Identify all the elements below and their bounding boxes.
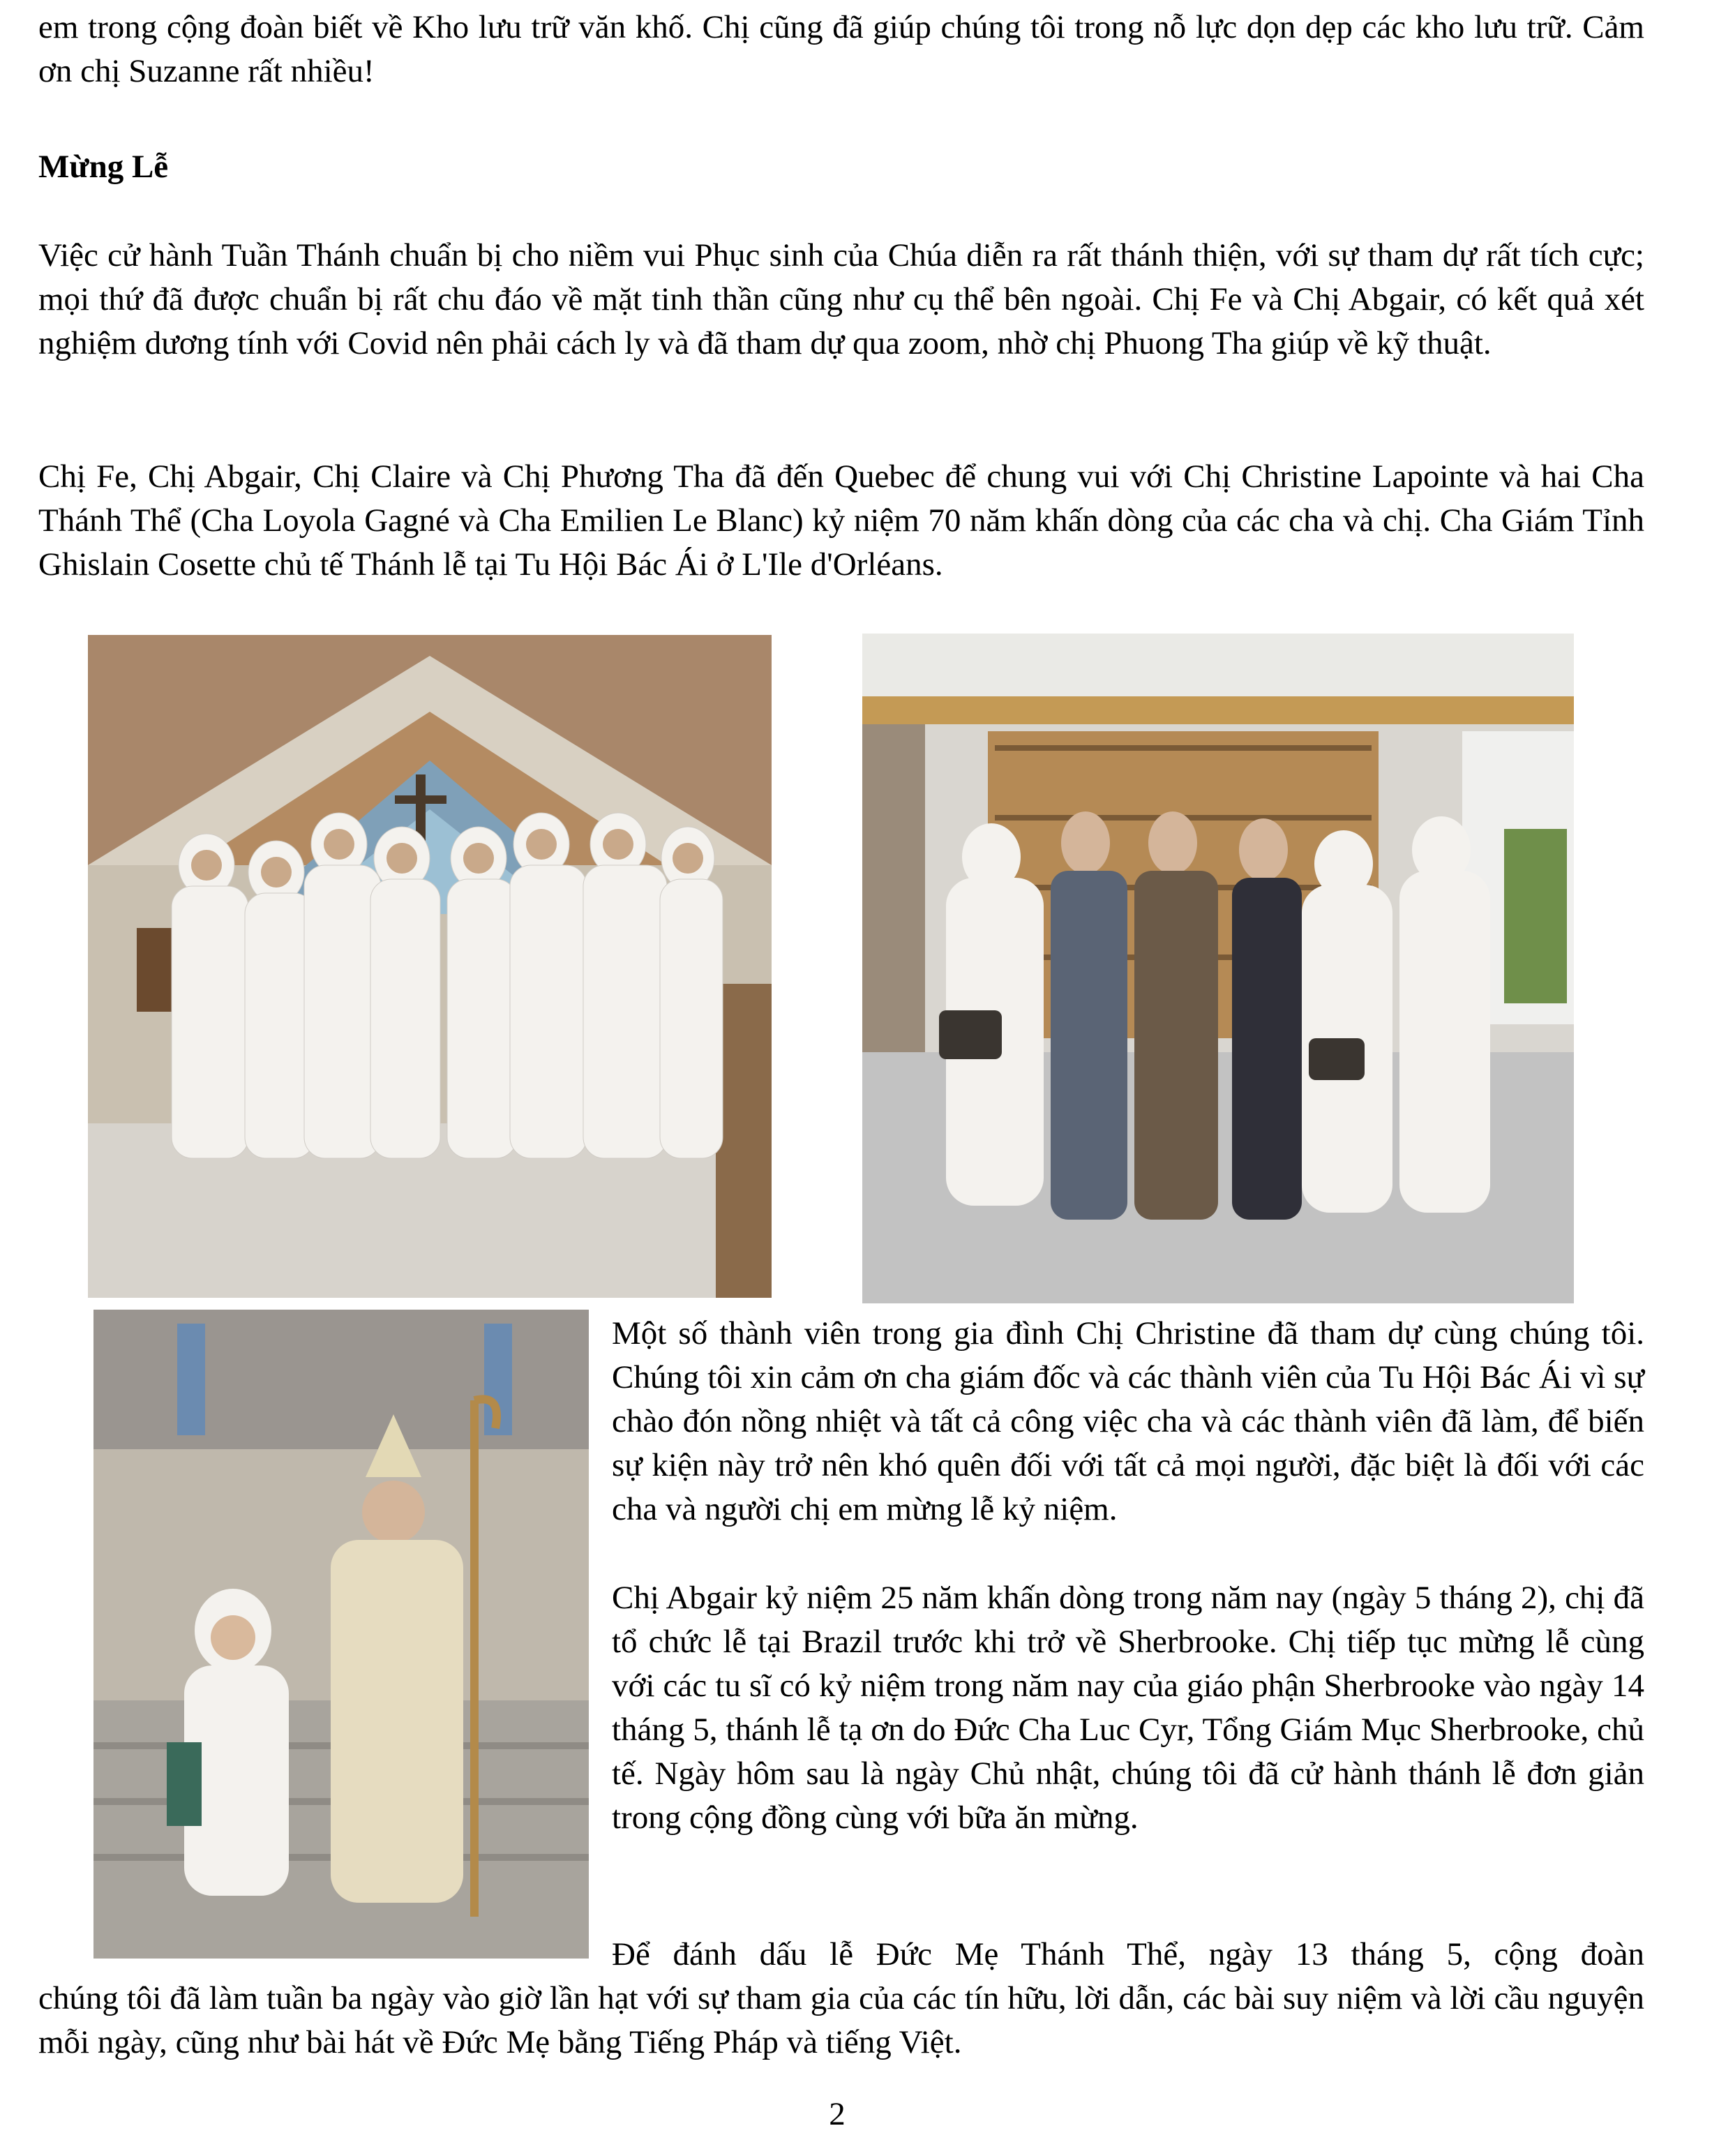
bishop-photo xyxy=(93,1310,589,1959)
paragraph-marian-first-line: Để đánh dấu lễ Đức Mẹ Thánh Thể, ngày 13 tháng 5, cộng đoàn xyxy=(612,1936,1644,1972)
page-number: 2 xyxy=(829,2096,846,2132)
paragraph-quebec-jubilee: Chị Fe, Chị Abgair, Chị Claire và Chị Phương Tha đã đến Quebec để chung vui với Chị Christine Lapointe và hai Cha Thánh Thể (Cha Loyola Gagné và Cha Emilien Le Blanc) kỷ niệm 70 năm khấn dòng của các cha và chị. Cha Giám Tỉnh Ghislain Cosette chủ tế Thánh lễ tại Tu Hội Bác Ái ở L'Ile d'Orléans. xyxy=(38,458,1644,583)
paragraph-marian-rest: chúng tôi đã làm tuần ba ngày vào giờ lần hạt với sự tham gia của các tín hữu, lời dẫn, các bài suy niệm và lời cầu nguyện mỗi ngày, cũng như bài hát về Đức Mẹ bằng Tiếng Pháp và tiếng Việt. xyxy=(38,1980,1644,2060)
intro-paragraph: em trong cộng đoàn biết về Kho lưu trữ văn khố. Chị cũng đã giúp chúng tôi trong nỗ lực dọn dẹp các kho lưu trữ. Cảm ơn chị Suzanne rất nhiều! xyxy=(38,9,1644,89)
chapel-group-photo xyxy=(88,635,772,1298)
paragraph-abgair-jubilee: Chị Abgair kỷ niệm 25 năm khấn dòng trong năm nay (ngày 5 tháng 2), chị đã tổ chức lễ tại Brazil trước khi trở về Sherbrooke. Chị tiếp tục mừng lễ cùng với các tu sĩ có kỷ niệm trong năm nay của giáo phận Sherbrooke vào ngày 14 tháng 5, thánh lễ tạ ơn do Đức Cha Luc Cyr, Tổng Giám Mục Sherbrooke, chủ tế. Ngày hôm sau là ngày Chủ nhật, chúng tôi đã cử hành thánh lễ đơn giản trong cộng đồng cùng với bữa ăn mừng. xyxy=(612,1580,1644,1836)
section-heading: Mừng Lễ xyxy=(38,149,169,185)
paragraph-holy-week: Việc cử hành Tuần Thánh chuẩn bị cho niềm vui Phục sinh của Chúa diễn ra rất thánh thiện, với sự tham dự rất tích cực; mọi thứ đã được chuẩn bị rất chu đáo về mặt tinh thần cũng như cụ thể bên ngoài. Chị Fe và Chị Abgair, có kết quả xét nghiệm dương tính với Covid nên phải cách ly và đã tham dự qua zoom, nhờ chị Phuong Tha giúp về kỹ thuật. xyxy=(38,237,1644,361)
paragraph-family-thanks: Một số thành viên trong gia đình Chị Christine đã tham dự cùng chúng tôi. Chúng tôi xin cảm ơn cha giám đốc và các thành viên của Tu Hội Bác Ái vì sự chào đón nồng nhiệt và tất cả công việc cha và các thành viên đã làm, để biến sự kiện này trở nên khó quên đối với tất cả mọi người, đặc biệt là đối với các cha và người chị em mừng lễ kỷ niệm. xyxy=(612,1315,1644,1527)
library-group-photo xyxy=(862,634,1574,1303)
